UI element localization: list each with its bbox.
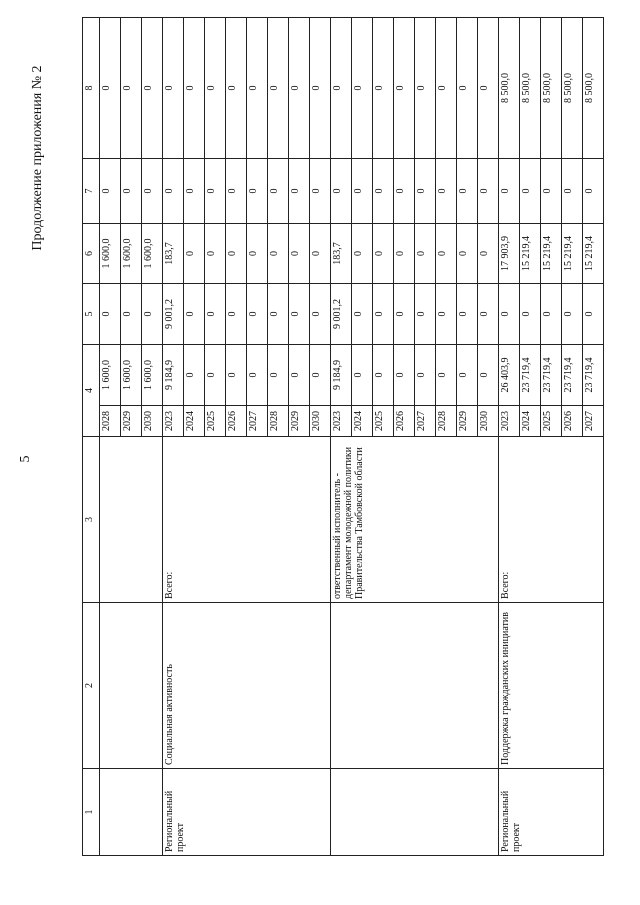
local-budget-cell: 0	[478, 159, 499, 224]
regional-budget-cell: 0	[289, 224, 310, 284]
total-cell: 23 719,4	[562, 345, 583, 406]
total-cell: 23 719,4	[541, 345, 562, 406]
federal-budget-cell: 0	[394, 284, 415, 345]
row-type-cell: Региональный проект	[163, 769, 331, 856]
local-budget-cell: 0	[373, 159, 394, 224]
year-cell: 2025	[373, 406, 394, 437]
local-budget-cell: 0	[415, 159, 436, 224]
header-cell: 3	[83, 437, 100, 603]
other-sources-cell: 0	[373, 18, 394, 159]
total-cell: 0	[268, 345, 289, 406]
regional-budget-cell: 1 600,0	[100, 224, 121, 284]
total-cell: 0	[226, 345, 247, 406]
total-cell: 0	[205, 345, 226, 406]
year-cell: 2027	[247, 406, 268, 437]
column-number-row	[83, 18, 100, 856]
total-cell: 0	[247, 345, 268, 406]
row-type-cell: Региональный проект	[499, 769, 604, 856]
total-cell: 0	[352, 345, 373, 406]
local-budget-cell: 0	[163, 159, 184, 224]
federal-budget-cell: 9 001,2	[163, 284, 184, 345]
total-cell: 0	[373, 345, 394, 406]
other-sources-cell: 0	[205, 18, 226, 159]
year-cell: 2023	[499, 406, 520, 437]
year-cell: 2024	[184, 406, 205, 437]
local-budget-cell: 0	[436, 159, 457, 224]
federal-budget-cell: 0	[478, 284, 499, 345]
table-body	[83, 18, 604, 856]
header-cell: 7	[83, 159, 100, 224]
other-sources-cell: 0	[184, 18, 205, 159]
table-row	[331, 18, 352, 856]
total-cell: 0	[436, 345, 457, 406]
local-budget-cell: 0	[268, 159, 289, 224]
local-budget-cell: 0	[394, 159, 415, 224]
regional-budget-cell: 15 219,4	[562, 224, 583, 284]
row-executor-cell: Всего:	[163, 437, 331, 603]
total-cell: 1 600,0	[100, 345, 121, 406]
federal-budget-cell: 0	[142, 284, 163, 345]
regional-budget-cell: 1 600,0	[121, 224, 142, 284]
federal-budget-cell: 0	[289, 284, 310, 345]
federal-budget-cell: 0	[205, 284, 226, 345]
other-sources-cell: 0	[268, 18, 289, 159]
regional-budget-cell: 15 219,4	[583, 224, 604, 284]
other-sources-cell: 0	[478, 18, 499, 159]
other-sources-cell: 0	[226, 18, 247, 159]
other-sources-cell: 0	[100, 18, 121, 159]
total-cell: 1 600,0	[142, 345, 163, 406]
year-cell: 2028	[436, 406, 457, 437]
local-budget-cell: 0	[121, 159, 142, 224]
total-cell: 0	[415, 345, 436, 406]
page-number: 5	[18, 455, 33, 463]
federal-budget-cell: 0	[499, 284, 520, 345]
regional-budget-cell: 0	[247, 224, 268, 284]
other-sources-cell: 0	[247, 18, 268, 159]
total-cell: 0	[184, 345, 205, 406]
regional-budget-cell: 183,7	[331, 224, 352, 284]
total-cell: 26 403,9	[499, 345, 520, 406]
row-executor-cell: Всего:	[499, 437, 604, 603]
header-cell: 6	[83, 224, 100, 284]
federal-budget-cell: 0	[121, 284, 142, 345]
federal-budget-cell: 0	[562, 284, 583, 345]
row-type-cell	[331, 769, 499, 856]
other-sources-cell: 8 500,0	[520, 18, 541, 159]
year-cell: 2030	[478, 406, 499, 437]
regional-budget-cell: 15 219,4	[520, 224, 541, 284]
year-cell: 2026	[562, 406, 583, 437]
rotated-table-container	[82, 18, 595, 856]
regional-budget-cell: 183,7	[163, 224, 184, 284]
federal-budget-cell: 0	[100, 284, 121, 345]
total-cell: 23 719,4	[583, 345, 604, 406]
federal-budget-cell: 0	[415, 284, 436, 345]
federal-budget-cell: 0	[373, 284, 394, 345]
local-budget-cell: 0	[142, 159, 163, 224]
header-cell: 4	[83, 345, 100, 437]
regional-budget-cell: 1 600,0	[142, 224, 163, 284]
year-cell: 2027	[583, 406, 604, 437]
federal-budget-cell: 0	[247, 284, 268, 345]
total-cell: 1 600,0	[121, 345, 142, 406]
row-name-cell	[331, 603, 499, 769]
regional-budget-cell: 0	[457, 224, 478, 284]
federal-budget-cell: 0	[226, 284, 247, 345]
federal-budget-cell: 0	[436, 284, 457, 345]
total-cell: 0	[394, 345, 415, 406]
row-type-cell	[100, 769, 163, 856]
regional-budget-cell: 0	[310, 224, 331, 284]
header-cell: 5	[83, 284, 100, 345]
other-sources-cell: 8 500,0	[583, 18, 604, 159]
regional-budget-cell: 0	[373, 224, 394, 284]
local-budget-cell: 0	[331, 159, 352, 224]
federal-budget-cell: 0	[541, 284, 562, 345]
federal-budget-cell: 0	[268, 284, 289, 345]
other-sources-cell: 8 500,0	[541, 18, 562, 159]
regional-budget-cell: 0	[184, 224, 205, 284]
total-cell: 0	[457, 345, 478, 406]
other-sources-cell: 0	[415, 18, 436, 159]
year-cell: 2030	[142, 406, 163, 437]
other-sources-cell: 0	[289, 18, 310, 159]
federal-budget-cell: 0	[352, 284, 373, 345]
year-cell: 2027	[415, 406, 436, 437]
year-cell: 2026	[226, 406, 247, 437]
total-cell: 0	[310, 345, 331, 406]
local-budget-cell: 0	[226, 159, 247, 224]
row-name-cell	[100, 603, 163, 769]
year-cell: 2023	[331, 406, 352, 437]
year-cell: 2024	[520, 406, 541, 437]
row-name-cell: Социальная активность	[163, 603, 331, 769]
regional-budget-cell: 0	[394, 224, 415, 284]
other-sources-cell: 0	[310, 18, 331, 159]
federal-budget-cell: 0	[457, 284, 478, 345]
local-budget-cell: 0	[541, 159, 562, 224]
regional-budget-cell: 0	[436, 224, 457, 284]
table-row	[499, 18, 520, 856]
other-sources-cell: 0	[331, 18, 352, 159]
regional-budget-cell: 0	[268, 224, 289, 284]
other-sources-cell: 8 500,0	[499, 18, 520, 159]
local-budget-cell: 0	[562, 159, 583, 224]
regional-budget-cell: 0	[205, 224, 226, 284]
local-budget-cell: 0	[289, 159, 310, 224]
year-cell: 2023	[163, 406, 184, 437]
other-sources-cell: 0	[394, 18, 415, 159]
row-executor-cell	[100, 437, 163, 603]
local-budget-cell: 0	[100, 159, 121, 224]
year-cell: 2025	[541, 406, 562, 437]
other-sources-cell: 0	[436, 18, 457, 159]
federal-budget-cell: 0	[310, 284, 331, 345]
local-budget-cell: 0	[457, 159, 478, 224]
funding-table	[82, 17, 604, 856]
year-cell: 2030	[310, 406, 331, 437]
other-sources-cell: 0	[457, 18, 478, 159]
header-cell: 2	[83, 603, 100, 769]
other-sources-cell: 0	[163, 18, 184, 159]
appendix-title: Продолжение приложения № 2	[30, 65, 45, 251]
row-executor-cell: ответственный исполнитель - департамент молодежной политики Правительства Тамбовской области	[331, 437, 499, 603]
total-cell: 0	[478, 345, 499, 406]
local-budget-cell: 0	[184, 159, 205, 224]
regional-budget-cell: 15 219,4	[541, 224, 562, 284]
total-cell: 0	[289, 345, 310, 406]
other-sources-cell: 0	[352, 18, 373, 159]
federal-budget-cell: 9 001,2	[331, 284, 352, 345]
local-budget-cell: 0	[310, 159, 331, 224]
total-cell: 9 184,9	[163, 345, 184, 406]
header-cell: 8	[83, 18, 100, 159]
local-budget-cell: 0	[583, 159, 604, 224]
local-budget-cell: 0	[247, 159, 268, 224]
total-cell: 23 719,4	[520, 345, 541, 406]
year-cell: 2026	[394, 406, 415, 437]
federal-budget-cell: 0	[583, 284, 604, 345]
regional-budget-cell: 17 903,9	[499, 224, 520, 284]
year-cell: 2029	[289, 406, 310, 437]
other-sources-cell: 8 500,0	[562, 18, 583, 159]
local-budget-cell: 0	[352, 159, 373, 224]
header-cell: 1	[83, 769, 100, 856]
total-cell: 9 184,9	[331, 345, 352, 406]
row-name-cell: Поддержка гражданских инициатив	[499, 603, 604, 769]
year-cell: 2024	[352, 406, 373, 437]
year-cell: 2028	[100, 406, 121, 437]
local-budget-cell: 0	[520, 159, 541, 224]
other-sources-cell: 0	[121, 18, 142, 159]
table-row	[100, 18, 121, 856]
year-cell: 2028	[268, 406, 289, 437]
year-cell: 2029	[457, 406, 478, 437]
year-cell: 2029	[121, 406, 142, 437]
regional-budget-cell: 0	[226, 224, 247, 284]
regional-budget-cell: 0	[478, 224, 499, 284]
other-sources-cell: 0	[142, 18, 163, 159]
federal-budget-cell: 0	[184, 284, 205, 345]
local-budget-cell: 0	[499, 159, 520, 224]
federal-budget-cell: 0	[520, 284, 541, 345]
year-cell: 2025	[205, 406, 226, 437]
local-budget-cell: 0	[205, 159, 226, 224]
regional-budget-cell: 0	[415, 224, 436, 284]
table-row	[163, 18, 184, 856]
regional-budget-cell: 0	[352, 224, 373, 284]
